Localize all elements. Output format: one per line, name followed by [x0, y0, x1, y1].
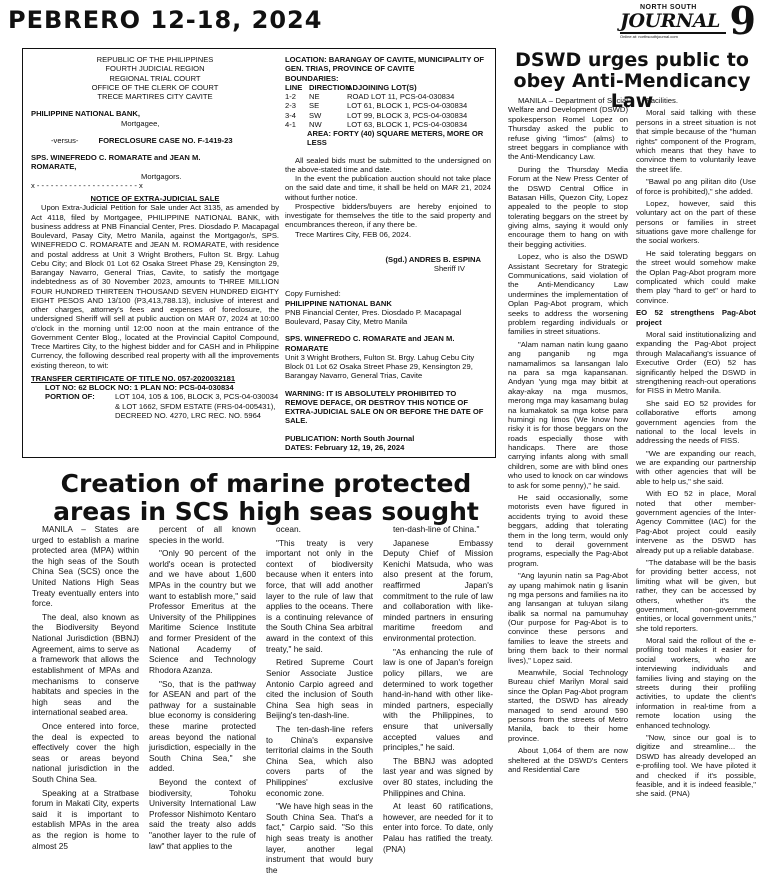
sealed-bids: All sealed bids must be submitted to the undersigned on the above-stated time and date.: [285, 155, 491, 174]
investigate-notice: Prospective bidders/buyers are hereby enjoined to investigate for themselves the title to the said property and encumbrances thereon, if any there be.: [285, 201, 491, 230]
paragraph: percent of all known species in the world.: [149, 524, 256, 545]
paragraph: MANILA – Department of Social Welfare and Development (DSWD) spokesperson Romel Lopez on Thursday asked the public to refuse giving "limos" (alms) to street beggars in compliance with the Anti-Mendicancy Law.: [508, 96, 628, 162]
paragraph: Lopez, who is also the DSWD Assistant Secretary for Strategic Communications, said violation of the Anti-Mendicancy Law undermines the implementation of Oplan Pag-Abot program, which seeks to address the worsening problem regarding individuals or families in street situations.: [508, 252, 628, 337]
boundary-lot: LOT 99, BLOCK 3, PCS-04-030834: [347, 110, 468, 120]
boundaries-col-line: LINE: [285, 82, 303, 92]
notice-body: Upon Extra-Judicial Petition for Sale under Act 3135, as amended by Act 4118, filed by Mortgagee, PHILIPPINE NATIONAL BANK, with business address at PNB Financial Center, Pres. Diosdado P. Macapagal Boulevard, Pasay City, Metro Manila, against the Mortgagor/s, SPS. WINEFREDO C. ROMARATE and JEAN M. ROMARATE, with residence and postal address at Unit 3 Wright Brothers, Fulton St. Brgy. Lahug Cebu City; and Block 01 Lot 62 Osaka Street Phase 29, Kensington 29, Barangay Navarro, General Trias, Cavite, to satisfy the mortgage indebtedness as of 30 November 2023, amounts to THREE MILLION FOUR HUNDRED THIRTEEN THOUSAND SEVEN HUNDRED EIGHTY EIGHT PESOS AND 13/100 (P3,413,788.13), inclusive of interest and other charges, attorney's fees and expenses of foreclosure, the undersigned Sheriff will sell at public auction on MAR 07, 2024 at 10:00 o'clock in the morning until 12:00 noon at the main entrance of the Government Center Blog., located at the Provincial Capitol Compound, Trece Martires City, to the highest bidder and for CASH and in Philippine Currency, the following described real property with all the improvements existing thereon, to wit:: [31, 203, 279, 370]
marine-col-4: [383, 524, 493, 857]
sheriff-name: (Sgd.) ANDRES B. ESPINA: [385, 254, 481, 264]
paragraph: "Only 90 percent of the world's ocean is protected and we have about 1,600 MPAs in the country but we want to establish more," said Professor Emeritus at the University of the Philippines Maritime Science Institute and former President of the National Academy of Science and Technology Rhodora Azanza.: [149, 548, 256, 675]
dswd-article: [508, 96, 758, 848]
warning: WARNING: IT IS ABSOLUTELY PROHIBITED TO REMOVE DEFACE, OR DESTROY THIS NOTICE OF EXTRA-JUDICIAL SALE ON OR BEFORE THE DATE OF SALE.: [285, 388, 484, 426]
court-line: FOURTH JUDICIAL REGION: [105, 64, 205, 74]
caption-divider: x - - - - - - - - - - - - - - - - - - - - - - x: [31, 180, 143, 190]
boundaries-col-lot: ADJOINING LOT(S): [347, 82, 417, 92]
case-number: FORECLOSURE CASE NO. F-1419-23: [98, 135, 233, 145]
paragraph: Lopez, however, said this voluntary act on the part of these persons or families in street situations gave more challenge for the social workers.: [636, 198, 756, 246]
boundary-lot: LOT 61, BLOCK 1, PCS-04-030834: [347, 101, 468, 111]
boundary-row: [285, 101, 491, 110]
masthead-top: NORTH SOUTH: [640, 4, 697, 11]
paragraph: About 1,064 of them are now sheltered at the DSWD's Centers and Residential Care: [508, 746, 628, 774]
property-location: LOCATION: BARANGAY OF CAVITE, MUNICIPALITY OF GEN. TRIAS, PROVINCE OF CAVITE: [285, 55, 484, 74]
paragraph: Moral said institutionalizing and expanding the Pag-Abot project through Malacañang's issuance of Executive Order (EO) 52 has significantly helped the DSWD in strengthening reach-out operations for FISS in Metro Manila.: [636, 329, 756, 396]
boundary-direction: SE: [309, 101, 320, 111]
plaintiff: PHILIPPINE NATIONAL BANK,: [31, 109, 140, 119]
issue-date: PEBRERO 12-18, 2024: [8, 6, 323, 34]
court-line: OFFICE OF THE CLERK OF COURT: [91, 82, 219, 92]
masthead-tagline: Online at: northsouthjournal.com: [620, 34, 678, 39]
marine-headline: Creation of marine protected areas in SCS high seas sought: [53, 469, 479, 526]
paragraph: MANILA – States are urged to establish a marine protected area (MPA) within the high seas of the South China Sea (SCS) once the United Nations High Seas Treaty eventually enters into force.: [32, 524, 139, 609]
postponement: In the event the publication auction should not take place on the said date and time, it shall be held on MAR 21, 2024 without further notice.: [285, 174, 491, 202]
notice-right-column: [285, 55, 491, 452]
paragraph: ocean.: [276, 524, 301, 534]
copy-furnished-pnb: PHILIPPINE NATIONAL BANK: [285, 298, 392, 308]
paragraph: During the Thursday Media Forum at the New Press Center of the DSWD Central Office in Batasan Hills, Quezon City, Lopez appealed to the people to stop tolerating beggars on the street by giving alms, saying it would only encourage them to hang on with their begging activities.: [508, 164, 628, 249]
paragraph: ten-dash-line of China.": [393, 524, 480, 534]
paragraph: Retired Supreme Court Senior Associate Justice Antonio Carpio agreed and cited the inclusion of South China Sea high seas in Beijing's ten-dash-line.: [266, 657, 373, 721]
paragraph: The ten-dash-line refers to China's expansive territorial claims in the South China Sea, which also covers parts of the Philippines' exclusive economic zone.: [266, 723, 373, 798]
copy-furnished-label: Copy Furnished:: [285, 289, 341, 299]
paragraph: "We are expanding our reach, we are expanding our partnership with other agencies that will be able to help us," she said.: [636, 448, 756, 486]
paragraph: Moral said the rollout of the e-profiling tool makes it easier for social workers, who are interviewing individuals and families living and staying on the streets during their profiling activities, to update the client's information in real-time from a remote location using the enhanced technology.: [636, 636, 756, 730]
notice-title: NOTICE OF EXTRA-JUDICIAL SALE: [90, 194, 220, 203]
paragraph: Facilities.: [646, 96, 679, 105]
copy-furnished-spouses-address: Unit 3 Wright Brothers, Fulton St. Brgy. Lahug Cebu City Block 01 Lot 62 Osaka Street Phase 29, Kensington 29, Barangay Navarro, General Trias, Cavite: [285, 352, 475, 381]
versus: -versus-: [51, 135, 79, 145]
paragraph: "Alam naman natin kung gaano ang panganib ng mga namamalimos sa lansangan lalo na para sa mga kapansanan. Andyan 'yung mga may bitbit at akay-akay na mga musmos, merong mga may kasamang bulag na kumakatok sa mga kotse para humingi ng limos (We know how risky it is for those beggars on the roads especially those with handicaps. There are those carrying infants along with small children, some are with blind ones who used to knock on car windows to ask for some penny)," he said.: [508, 339, 628, 490]
boundary-direction: NW: [309, 119, 322, 129]
legal-notice: [22, 48, 496, 458]
paragraph: "Bawal po ang pilitan dito (Use of force is prohibited)," she added.: [636, 177, 756, 196]
court-line: TRECE MARTIRES CITY CAVITE: [97, 92, 213, 101]
paragraph: "This treaty is very important not only in the context of biodiversity because when it enters into force, that will add another layer to the rule of law that applies to the oceans. There is a continuing relevance of the South China Sea arbitral award in the context of this treaty," he said.: [266, 537, 373, 654]
publication: PUBLICATION: North South Journal: [285, 433, 415, 443]
copy-furnished-spouses: SPS. WINEFREDO C. ROMARATE and JEAN M. ROMARATE: [285, 334, 455, 353]
boundary-line: 2-3: [285, 101, 296, 111]
court-line: REPUBLIC OF THE PHILIPPINES: [96, 55, 214, 64]
marine-col-2: [149, 524, 256, 854]
plaintiff-role: Mortgagee,: [121, 118, 160, 128]
dswd-subheading: EO 52 strengthens Pag-Abot project: [636, 308, 756, 327]
tct-lot: LOT NO: 62 BLOCK NO: 1 PLAN NO: PCS-04-030834: [45, 383, 234, 392]
court-line: REGIONAL TRIAL COURT: [109, 73, 201, 83]
boundary-direction: SW: [309, 110, 322, 120]
notice-left-column: [31, 55, 279, 420]
boundary-line: 1-2: [285, 92, 296, 101]
paragraph: He said tolerating beggars on the street would somehow make the Oplan Pag-Abot program more complicated which could make them play "hard to get" or hard to convince.: [636, 248, 756, 305]
paragraph: "Now, since our goal is to digitize and streamline... the DSWD has already developed an e-profiling tool. We have piloted it and checked if it's possible, feasible, and it is indeed feasible," she said. (PNA): [636, 733, 756, 799]
tct-title: TRANSFER CERTIFICATE OF TITLE NO. 057-2020032181: [31, 373, 236, 383]
paragraph: Meanwhile, Social Technology Bureau chief Marilyn Moral said since the Oplan Pag-Abot program started, the DSWD has already managed to send around 590 persons from the streets of Metro Manila, back to their home province.: [508, 668, 628, 743]
boundary-line: 3-4: [285, 110, 296, 120]
paragraph: Speaking at a Stratbase forum in Makati City, experts said it is important to establish MPAs in the area as the region is home to almost 25: [32, 787, 139, 851]
portion-text: LOT 104, 105 & 106, BLOCK 3, PCS-04-030034 & LOT 1662, SFDM ESTATE (FRS-04-005431), DECREED NO. 4270, LRC REC. NO. 5964: [115, 392, 279, 420]
boundaries-col-direction: DIRECTION: [309, 82, 351, 92]
property-area: AREA: FORTY (40) SQUARE METERS, MORE OR LESS: [307, 129, 484, 148]
paragraph: With EO 52 in place, Moral noted that other member-government agencies of the Inter-Agency Committee (IAC) for the Pag-Abot project could easily intervene as the DSWD has already put up a reliable database.: [636, 489, 756, 555]
date-signed: Trece Martires City, FEB 06, 2024.: [295, 229, 412, 239]
masthead: [620, 2, 756, 46]
paragraph: "The database will be the basis for providing better access, not limiting what will be given, but rather, they can be accessed by others, whether it's the government, non-government entities, or local government units," she told reporters.: [636, 557, 756, 633]
marine-article: [32, 524, 502, 875]
boundaries-header: [285, 83, 491, 92]
paragraph: "So, that is the pathway for ASEAN and part of the pathway for a sustainable blue economy is considering these marine protected areas beyond the national jurisdiction, especially in the South China Sea," she added.: [149, 678, 256, 774]
portion-label: PORTION OF:: [45, 392, 95, 402]
paragraph: Japanese Embassy Deputy Chief of Mission Kenichi Matsuda, who was also present at the forum, reaffirmed Japan's commitment to the rule of law and collaboration with like-minded partners in ensuring maritime freedom and environmental protection.: [383, 537, 493, 644]
boundaries-title: BOUNDARIES:: [285, 73, 339, 83]
boundary-line: 4-1: [285, 119, 296, 129]
page-number: 9: [729, 0, 756, 43]
paragraph: She said EO 52 provides for collaborative efforts among government agencies from the national to the local levels in addressing the needs of FISS.: [636, 398, 756, 446]
paragraph: The deal, also known as the Biodiversity Beyond National Jurisdiction (BBNJ) Agreement, aims to serve as a framework that allows the establishment of MPAs and mechanisms to conserve habitats and species in the high seas and the international seabed area.: [32, 611, 139, 718]
boundary-direction: NE: [309, 92, 320, 101]
boundary-lot: ROAD LOT 11, PCS-04-030834: [347, 92, 455, 101]
paragraph: "As enhancing the rule of law is one of Japan's foreign policy pillars, we are determined to work together hand-in-hand with other like-minded partners, especially with the Philippines, to ensure that universally accepted values and principles," he said.: [383, 646, 493, 753]
paragraph: Once entered into force, the deal is expected to effectively cover the high seas or areas beyond national jurisdiction in the South China Sea.: [32, 720, 139, 785]
copy-furnished-pnb-address: PNB Financial Center, Pres. Diosdado P. Macapagal Boulevard, Pasay City, Metro Manila: [285, 307, 462, 326]
dswd-col-1: [508, 96, 628, 777]
boundary-lot: LOT 63, BLOCK 1, PCS-04-030834: [347, 119, 468, 129]
paragraph: He said occasionally, some motorists even have figured in accidents trying to avoid these beggars, adding that tolerating them in the long term, would only tend to derail government programs, especially the Pag-Abot program.: [508, 493, 628, 568]
boundary-row: [285, 92, 491, 101]
paragraph: Beyond the context of biodiversity, Tohoku University International Law Professor Nishimoto Kentaro said the treaty also adds "another layer to the rule of law" that applies to the: [149, 777, 256, 851]
paragraph: "We have high seas in the South China Sea. That's a fact," Carpio said. "So this high seas treaty is another layer, another legal instrument that would bury the: [266, 801, 373, 875]
boundary-row: [285, 120, 491, 129]
paragraph: "Ang layunin natin sa Pag-Abot ay upang mahimok natin g lisanin ng mga persons and families na ito ang lansangan at tuluyan silang ibalik sa normal na pamumuhay (Our purpose for Pag-Abot is to convince these persons and families to leave the streets and bring them back to their normal lives)," Lopez said.: [508, 571, 628, 665]
marine-col-3: [266, 524, 373, 879]
dswd-col-2: [636, 96, 756, 802]
defendants: SPS. WINEFREDO C. ROMARATE and JEAN M. ROMARATE,: [31, 153, 201, 172]
masthead-name: JOURNAL: [620, 10, 720, 32]
defendant-role: Mortgagors.: [141, 171, 182, 181]
paragraph: At least 60 ratifications, however, are needed for it to enter into force. To date, only Palau has ratified the treaty. (PNA): [383, 801, 493, 854]
paragraph: The BBNJ was adopted last year and was signed by over 80 states, including the Philippines and China.: [383, 755, 493, 798]
sheriff-title: Sheriff IV: [433, 264, 465, 273]
boundary-row: [285, 111, 491, 120]
publication-dates: DATES: February 12, 19, 26, 2024: [285, 442, 405, 452]
dswd-headline: DSWD urges public to obey Anti-Mendicancy Law: [513, 49, 751, 113]
court-header: [31, 55, 279, 101]
marine-col-1: [32, 524, 139, 854]
paragraph: Moral said talking with these persons in a street situation is not that simple because of the "human rights" component of the Program, which means that they have to convince them to voluntarily leave the street life.: [636, 108, 756, 174]
